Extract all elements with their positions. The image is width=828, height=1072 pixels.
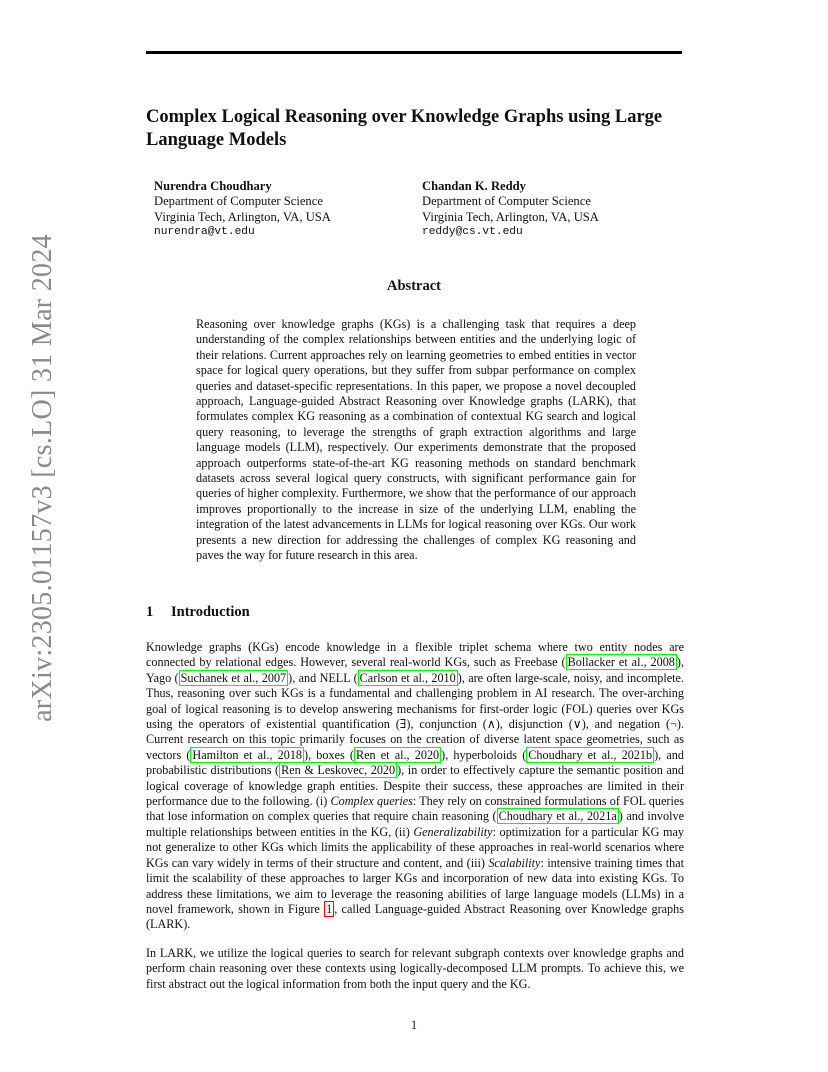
paper-title: Complex Logical Reasoning over Knowledge Graphs using Large Language Models [146, 107, 663, 150]
author-block-reddy [422, 179, 599, 240]
citation-link-carlson[interactable]: Carlson et al., 2010 [359, 670, 456, 685]
text-run: ) and involve multiple relationships between entities in the KG, (ii) [146, 809, 684, 839]
text-run: ), Yago ( [146, 655, 684, 685]
text-run: ), and NELL ( [288, 670, 358, 685]
text-run: ), boxes ( [304, 747, 354, 762]
emphasis-generalizability: Generalizability [413, 824, 493, 839]
citation-link-ren-leskovec[interactable]: Ren & Leskovec, 2020 [281, 763, 396, 778]
arxiv-identifier: arXiv:2305.01157v3 [cs.LO] 31 Mar 2024 [27, 234, 58, 722]
citation-link-bollacker[interactable]: Bollacker et al., 2008 [567, 655, 675, 670]
section-number: 1 [146, 604, 154, 620]
author-department: Department of Computer Science [422, 194, 591, 209]
section-title: Introduction [171, 604, 250, 620]
text-run: Knowledge graphs (KGs) encode knowledge in a flexible triplet schema where two entity nodes are connected by relational edges. However, several real-world KGs, such as Freebase ( [146, 640, 684, 670]
citation-link-choudhary-2021b[interactable]: Choudhary et al., 2021b [528, 747, 653, 762]
introduction-paragraph-1 [146, 640, 684, 933]
author-department: Department of Computer Science [154, 194, 323, 209]
text-run: : They rely on constrained formulations of FOL queries that lose information on complex queries that require chain reasoning ( [146, 794, 684, 824]
section-heading-introduction [146, 604, 250, 621]
title-rule [146, 51, 682, 54]
citation-link-choudhary-2021a[interactable]: Choudhary et al., 2021a [498, 809, 617, 824]
text-run: ), and probabilistic distributions ( [146, 747, 684, 778]
citation-link-hamilton[interactable]: Hamilton et al., 2018 [192, 747, 303, 762]
text-run: ), are often large-scale, noisy, and incomplete. Thus, reasoning over such KGs is a fundamental and challenging problem in AI research. The over-arching goal of logical reasoning is to develop answering mechanisms for first-order logic (FOL) queries over KGs using the operators of existential quantification (∃), conjunction (∧), disjunction (∨), and negation (¬). Current research on this topic primarily focuses on the creation of diverse latent space geometries, such as vectors ( [146, 670, 684, 762]
author-email[interactable]: nurendra@vt.edu [154, 225, 255, 238]
text-run: ), in order to effectively capture the semantic position and logical coverage of knowledge graph entities. Despite their success, these approaches are limited in their performance due to the following. (i) [146, 763, 684, 809]
author-name: Chandan K. Reddy [422, 179, 526, 193]
figure-reference-link[interactable]: 1 [326, 901, 333, 916]
emphasis-scalability: Scalability [488, 855, 541, 870]
abstract-heading: Abstract [387, 278, 441, 294]
introduction-paragraph-2: In LARK, we utilize the logical queries to search for relevant subgraph contexts over knowledge graphs and perform chain reasoning over these contexts using logically-decomposed LLM prompts. To achieve this, we first abstract out the logical information from both the input query and the KG. [146, 946, 684, 991]
citation-link-ren-2020[interactable]: Ren et al., 2020 [355, 747, 440, 762]
text-run: ), hyperboloids ( [441, 747, 527, 762]
author-email[interactable]: reddy@cs.vt.edu [422, 225, 523, 238]
author-name: Nurendra Choudhary [154, 179, 272, 193]
text-run: , called Language-guided Abstract Reasoning over Knowledge graphs (LARK). [146, 901, 684, 932]
author-affiliation: Virginia Tech, Arlington, VA, USA [154, 209, 331, 224]
citation-link-suchanek[interactable]: Suchanek et al., 2007 [180, 670, 287, 685]
text-run: : optimization for a particular KG may not generalize to other KGs which limits the applicability of these approaches in real-world scenarios where KGs can vary widely in terms of their structure and content, and (iii) [146, 824, 684, 870]
page-number: 1 [410, 1018, 418, 1032]
author-block-choudhary [154, 179, 331, 240]
author-affiliation: Virginia Tech, Arlington, VA, USA [422, 209, 599, 224]
text-run: : intensive training times that limit the scalability of these approaches to larger KGs and incorporation of new data into existing KGs. To address these limitations, we aim to leverage the reasoning abilities of large language models (LLMs) in a novel framework, shown in Figure [146, 855, 684, 916]
abstract-text: Reasoning over knowledge graphs (KGs) is a challenging task that requires a deep understanding of the complex relationships between entities and the underlying logic of their relations. Current approaches rely on learning geometries to embed entities in vector space for logical query operations, but they suffer from subpar performance on complex queries and dataset-specific representations. In this paper, we propose a novel decoupled approach, Language-guided Abstract Reasoning over Knowledge graphs (LARK), that formulates complex KG reasoning as a combination of contextual KG search and logical query reasoning, to leverage the strengths of graph extraction algorithms and large language models (LLM), respectively. Our experiments demonstrate that the proposed approach outperforms state-of-the-art KG reasoning methods on standard benchmark datasets across several logical query constructs, with significant performance gain for queries of higher complexity. Furthermore, we show that the performance of our approach improves proportionally to the increase in size of the underlying LLM, enabling the integration of the latest advancements in LLMs for logical reasoning over KGs. Our work presents a new direction for addressing the challenges of complex KG reasoning and paves the way for future research in this area. [196, 317, 636, 563]
emphasis-complex-queries: Complex queries [330, 794, 413, 809]
